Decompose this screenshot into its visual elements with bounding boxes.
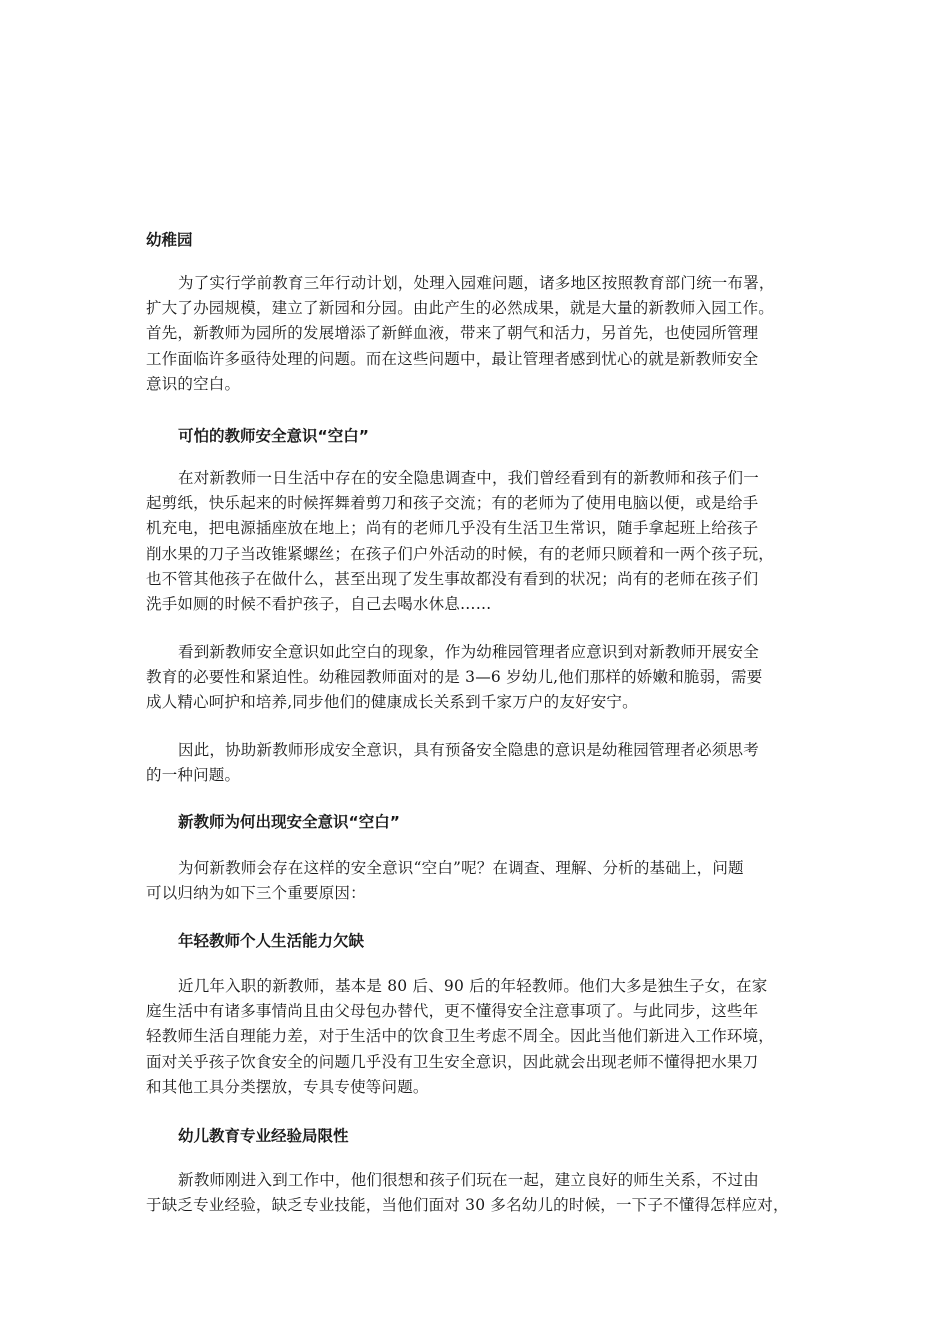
- text-line: 和其他工具分类摆放，专具专使等问题。: [146, 1077, 429, 1096]
- paragraph-experience: [146, 1168, 814, 1218]
- text-line: 也不管其他孩子在做什么，甚至出现了发生事故都没有看到的状况；尚有的老师在孩子们: [146, 569, 759, 588]
- text-line: 意识的空白。: [146, 374, 241, 393]
- text-line: 削水果的刀子当改锥紧螺丝；在孩子们户外活动的时候，有的老师只顾着和一两个孩子玩，: [146, 544, 775, 563]
- paragraph-conclusion: [146, 738, 814, 788]
- section-heading: 年轻教师个人生活能力欠缺: [178, 932, 365, 950]
- text-line: 面对关乎孩子饮食安全的问题几乎没有卫生安全意识，因此就会出现老师不懂得把水果刀: [146, 1052, 759, 1071]
- text-line: 工作面临许多亟待处理的问题。而在这些问题中，最让管理者感到忧心的就是新教师安全: [146, 349, 759, 368]
- paragraph-necessity: [146, 640, 814, 716]
- text-line: 于缺乏专业经验，缺乏专业技能，当他们面对 30 多名幼儿的时候，一下子不懂得怎样应对，: [146, 1196, 789, 1215]
- text-line: 因此，协助新教师形成安全意识，具有预备安全隐患的意识是幼稚园管理者必须思考: [178, 741, 759, 759]
- text-line: 成人精心呵护和培养,同步他们的健康成长关系到千家万户的友好安宁。: [146, 693, 638, 712]
- text-line: 近几年入职的新教师，基本是 80 后、90 后的年轻教师。他们大多是独生子女，在家: [178, 977, 768, 995]
- text-line: 的一种问题。: [146, 766, 241, 785]
- paragraph-reasons: [146, 856, 814, 906]
- text-line: 轻教师生活自理能力差，对于生活中的饮食卫生考虑不周全。因此当他们新进入工作环境，: [146, 1027, 775, 1046]
- text-line: 为了实行学前教育三年行动计划，处理入园难问题，诸多地区按照教育部门统一布署，: [178, 274, 775, 292]
- document-title: 幼稚园: [146, 231, 193, 249]
- section-heading: 幼儿教育专业经验局限性: [178, 1127, 349, 1145]
- text-line: 扩大了办园规模，建立了新园和分园。由此产生的必然成果，就是大量的新教师入园工作。: [146, 299, 775, 318]
- text-line: 庭生活中有诸多事情尚且由父母包办替代，更不懂得安全注意事项了。与此同步，这些年: [146, 1002, 759, 1021]
- section-heading: 可怕的教师安全意识“空白”: [178, 427, 369, 445]
- text-line: 可以归纳为如下三个重要原因：: [146, 884, 366, 903]
- paragraph-survey: [146, 466, 814, 617]
- text-line: 为何新教师会存在这样的安全意识“空白”呢？在调查、理解、分析的基础上，问题: [178, 859, 744, 877]
- text-line: 在对新教师一日生活中存在的安全隐患调查中，我们曾经看到有的新教师和孩子们一: [178, 469, 759, 487]
- paragraph-young-teachers: [146, 974, 814, 1100]
- text-line: 看到新教师安全意识如此空白的现象，作为幼稚园管理者应意识到对新教师开展安全: [178, 643, 759, 661]
- text-line: 教育的必要性和紧迫性。幼稚园教师面对的是 3—6 岁幼儿,他们那样的娇嫩和脆弱，需要: [146, 668, 763, 687]
- text-line: 机充电，把电源插座放在地上；尚有的老师几乎没有生活卫生常识，随手拿起班上给孩子: [146, 519, 759, 538]
- text-line: 新教师刚进入到工作中，他们很想和孩子们玩在一起，建立良好的师生关系，不过由: [178, 1171, 759, 1189]
- text-line: 起剪纸，快乐起来的时候挥舞着剪刀和孩子交流；有的老师为了使用电脑以便，或是给手: [146, 494, 759, 513]
- text-line: 洗手如厕的时候不看护孩子，自己去喝水休息……: [146, 595, 492, 614]
- document-page: [146, 0, 814, 1344]
- text-line: 首先，新教师为园所的发展增添了新鲜血液，带来了朝气和活力，另首先，也使园所管理: [146, 324, 759, 343]
- section-heading: 新教师为何出现安全意识“空白”: [178, 813, 400, 831]
- paragraph-intro: [146, 271, 814, 397]
